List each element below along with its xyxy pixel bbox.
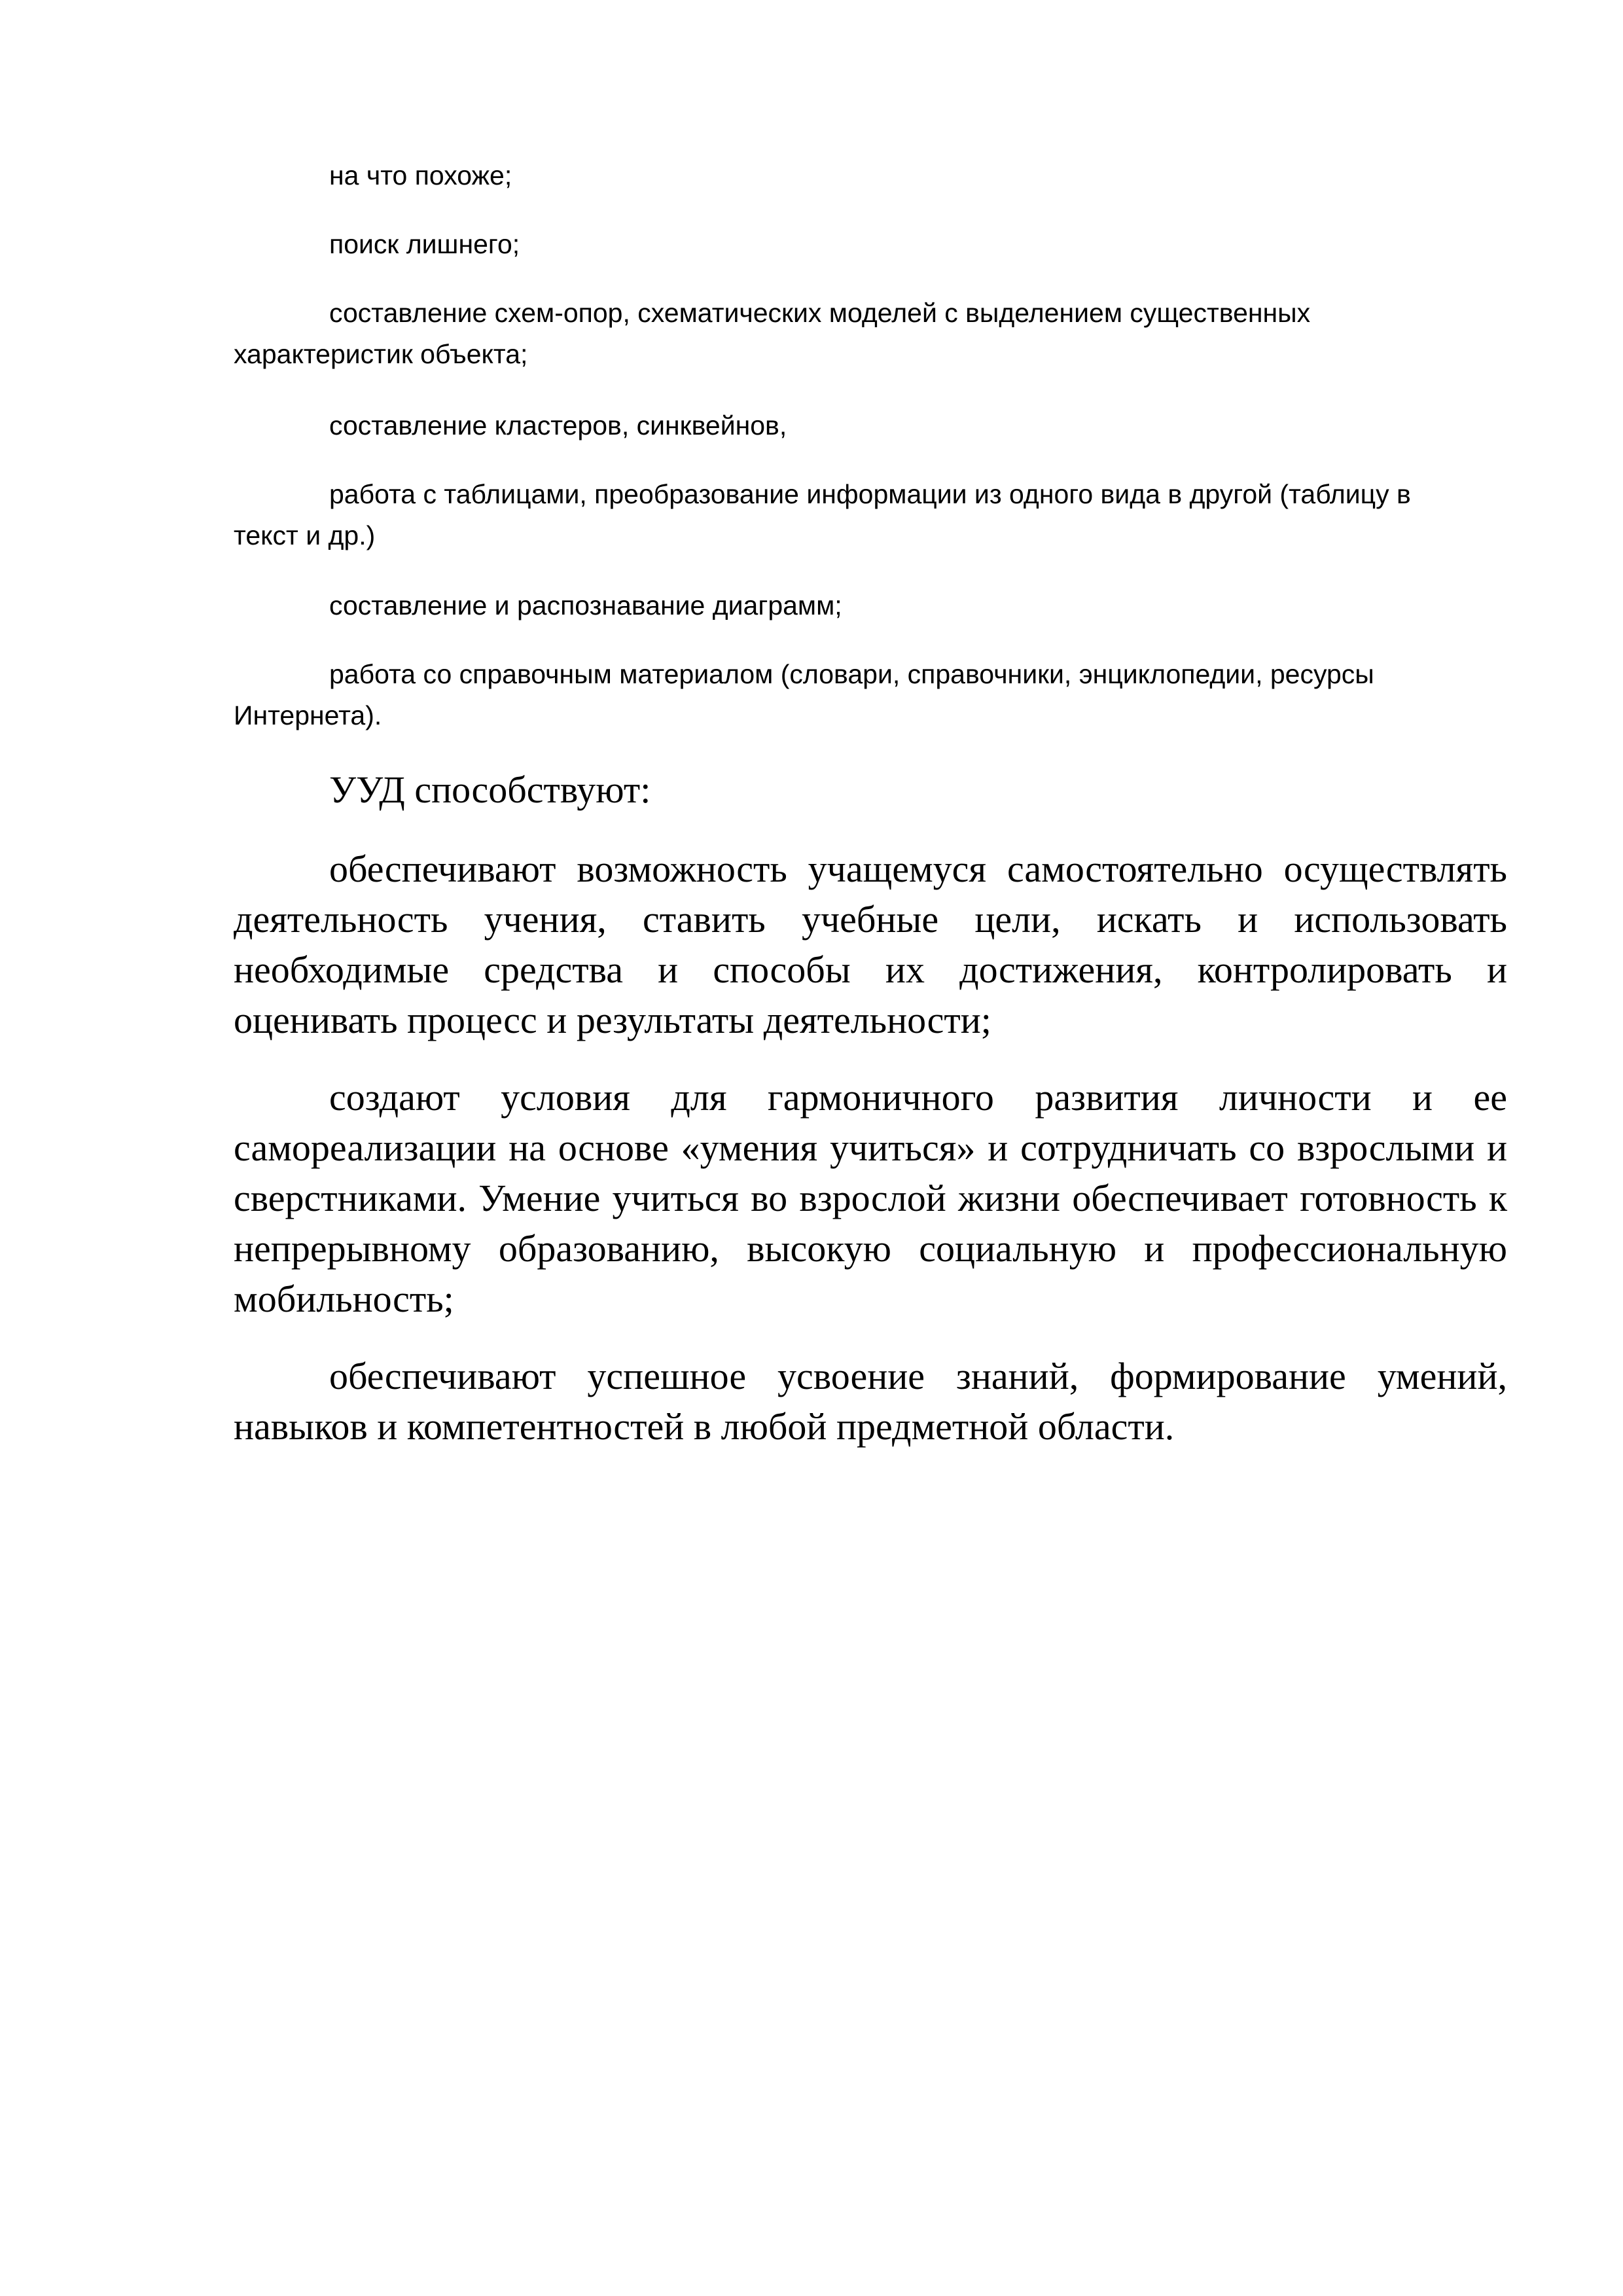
paragraph-line: создают условия для гармоничного развития личности и ее <box>329 1076 1507 1119</box>
paragraph-line: сверстниками. Умение учиться во взрослой жизни обеспечивает готовность к <box>234 1177 1507 1219</box>
list-item <box>234 405 1507 446</box>
paragraph-line: обеспечивают возможность учащемуся самостоятельно осуществлять <box>329 848 1507 890</box>
paragraph-line: обеспечивают успешное усвоение знаний, формирование умений, <box>329 1355 1507 1397</box>
paragraph-line: необходимые средства и способы их достижения, контролировать и <box>234 948 1507 991</box>
list-item-line: поиск лишнего; <box>329 229 520 259</box>
list-item-line: Интернета). <box>234 700 382 730</box>
list-item <box>234 585 1507 626</box>
paragraph-line: самореализации на основе «умения учиться» и сотрудничать со взрослыми и <box>234 1126 1507 1169</box>
list-item-line: характеристик объекта; <box>234 339 528 369</box>
list-item <box>234 474 1507 556</box>
paragraph <box>234 844 1507 1045</box>
list-item <box>234 293 1507 375</box>
list-item-line: на что похоже; <box>329 160 512 190</box>
paragraph-line: мобильность; <box>234 1278 454 1320</box>
list-item-line: работа с таблицами, преобразование информации из одного вида в другой (таблицу в <box>329 479 1411 509</box>
list-item-line: текст и др.) <box>234 520 376 550</box>
section-heading <box>234 764 1507 815</box>
list-item <box>234 155 1507 196</box>
list-item-line: составление схем-опор, схематических моделей с выделением существенных <box>329 298 1311 328</box>
paragraph-line: оценивать процесс и результаты деятельности; <box>234 999 991 1041</box>
list-item <box>234 654 1507 736</box>
list-item <box>234 224 1507 265</box>
paragraph <box>234 1351 1507 1452</box>
paragraph-line: непрерывному образованию, высокую социальную и профессиональную <box>234 1227 1507 1270</box>
paragraph-line: навыков и компетентностей в любой предметной области. <box>234 1405 1175 1448</box>
paragraph <box>234 1072 1507 1324</box>
heading-text: УУД способствуют: <box>329 768 651 811</box>
list-item-line: работа со справочным материалом (словари, справочники, энциклопедии, ресурсы <box>329 659 1374 689</box>
list-item-line: составление кластеров, синквейнов, <box>329 410 787 440</box>
paragraph-line: деятельность учения, ставить учебные цели, искать и использовать <box>234 898 1507 941</box>
list-item-line: составление и распознавание диаграмм; <box>329 590 842 620</box>
